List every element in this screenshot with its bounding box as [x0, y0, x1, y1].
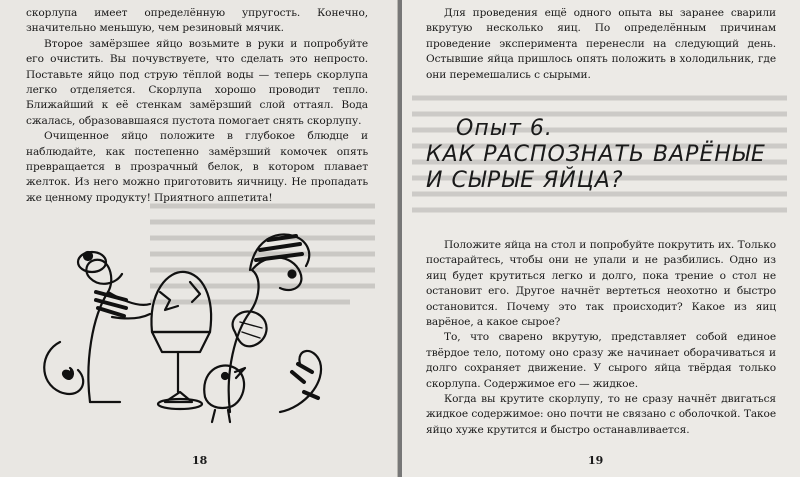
left-page-number: 18: [192, 454, 208, 467]
experiment-number: Опыт 6.: [456, 116, 553, 141]
left-page: [0, 0, 398, 477]
right-paragraph-3: Когда вы крутите скорлупу, то не сразу начнёт двигаться жидкое содержимое: оно почти не связано с оболочкой. Такое яйцо хуже крутится и быстро останавливается.: [426, 393, 776, 436]
right-intro-paragraph: Для проведения ещё одного опыта вы заранее сварили вкрутую несколько яиц. По определённым причинам проведение эксперимента перенесли на следующий день. Остывшие яйца пришлось опять положить в холодильник, где они перемешались с сырыми.: [426, 7, 776, 81]
experiment-title: [426, 142, 786, 194]
experiment-title-line-1: КАК РАСПОЗНАТЬ ВАРЁНЫЕ: [426, 142, 766, 167]
experiment-title-line-2: И СЫРЫЕ ЯЙЦА?: [426, 168, 624, 193]
left-paragraph-2: Второе замёрзшее яйцо возьмите в руки и попробуйте его очистить. Вы почувствуете, что сделать это непросто. Поставьте яйцо под струю тёплой воды — теперь скорлупа легко отделяется. Скорлупа хорошо проводит тепло. Ближайший к её стенкам замёрзший слой оттаял. Вода сжалась, образовавшаяся пустота помогает снять скорлупу.: [26, 37, 368, 127]
right-page-number: 19: [588, 454, 604, 467]
right-page-body: [426, 238, 776, 438]
left-paragraph-1: скорлупа имеет определённую упругость. Конечно, значительно меньшую, чем резиновый мячик.: [26, 7, 368, 35]
right-paragraph-1: Положите яйца на стол и попробуйте покрутить их. Только постарайтесь, чтобы они не упали и не разбились. Одно из яиц будет крутиться легко и долго, пока трение о стол не остановит его. Другое начнёт вертеться неохотно и быстро остановится. Почему это так происходит? Какое из яиц варёное, а какое сырое?: [426, 239, 776, 329]
left-page-text: [26, 6, 368, 206]
right-page: [402, 0, 800, 477]
lizards-egg-illustration: [30, 222, 330, 432]
right-paragraph-2: То, что сварено вкрутую, представляет собой единое твёрдое тело, потому оно сразу же начинает оборачиваться и долго сохраняет движение. У сырого яйца твёрдая только скорлупа. Содержимое его — жидкое.: [426, 331, 776, 390]
left-paragraph-3: Очищенное яйцо положите в глубокое блюдце и наблюдайте, как постепенно замёрзший комочек опять превращается в прозрачный белок, в котором плавает желток. Из него можно приготовить яичницу. Не пропадать же ценному продукту! Приятного аппетита!: [26, 130, 368, 204]
right-page-intro: [426, 6, 776, 83]
